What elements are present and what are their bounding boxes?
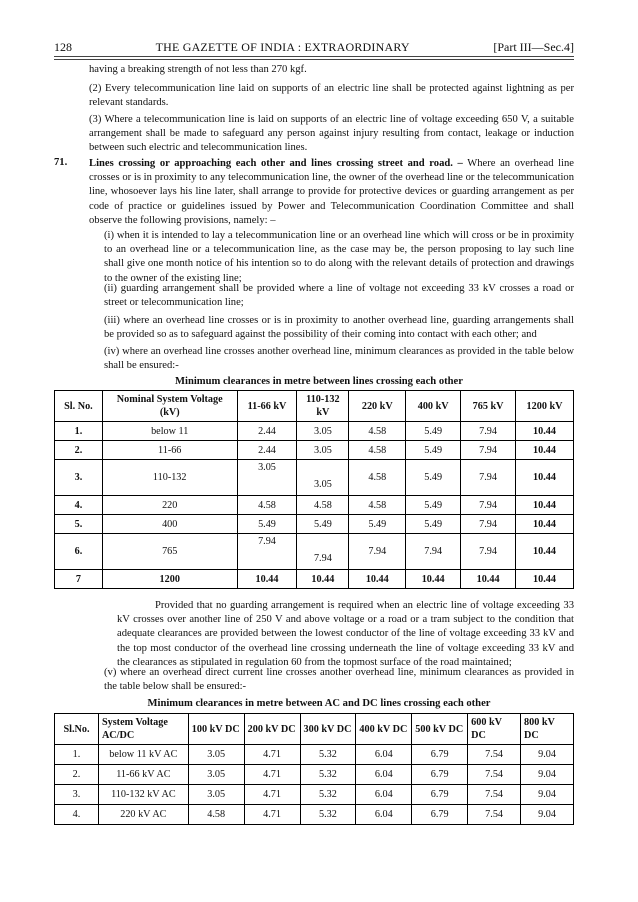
table-cell: 4.58 [237,496,297,515]
table-cell [297,460,349,496]
table-cell: 4.71 [244,765,300,785]
table-cell: 10.44 [461,570,516,589]
table-cell: 4.58 [349,422,406,441]
column-header: 200 kV DC [244,714,300,745]
table-cell: 1200 [102,570,237,589]
clause-ii: (ii) guarding arrangement shall be provided where a line of voltage not exceeding 33 kV crosses a road or street or telecommunication line; [104,283,574,309]
table-row [55,460,574,496]
table-cell: 6.79 [412,745,468,765]
table-cell: 7.54 [468,805,521,825]
table-cell: 2.44 [237,422,297,441]
table-cell: 5.49 [237,515,297,534]
table-cell: 110-132 [102,460,237,496]
table-row [55,570,574,589]
table-cell: 5.49 [406,441,461,460]
table-cell: 5.32 [300,785,356,805]
paragraph-2: (2) Every telecommunication line laid on supports of an electric line shall be protected against lightning as per relevant standards. [89,83,574,109]
table-cell: 5.49 [297,515,349,534]
clause-v: (v) where an overhead direct current line crosses another overhead line, minimum clearances as provided in the table below shall be ensured:- [104,667,574,693]
table-header-row [55,714,574,745]
column-header: 800 kV DC [521,714,574,745]
regulation-71 [89,157,574,228]
table-cell: 3.05 [188,785,244,805]
table-cell [297,534,349,570]
table-cell: 110-132 kV AC [98,785,188,805]
column-header: 300 kV DC [300,714,356,745]
table-cell: 4. [55,805,99,825]
table-cell: 5.49 [406,460,461,496]
table-cell: 2.44 [237,441,297,460]
column-header: 765 kV [461,391,516,422]
table-row [55,441,574,460]
cell-value: 7.94 [258,536,276,547]
table-cell [237,534,297,570]
table-cell: 10.44 [516,422,574,441]
table-cell: 10.44 [516,534,574,570]
table-cell: 7.94 [461,441,516,460]
table-cell: 10.44 [516,496,574,515]
table-cell: 7.94 [461,496,516,515]
table-cell: 4.71 [244,785,300,805]
table-row [55,805,574,825]
table-row [55,422,574,441]
table-row [55,515,574,534]
table-row [55,745,574,765]
table-cell: 11-66 [102,441,237,460]
table-cell: below 11 kV AC [98,745,188,765]
table-cell: 7.94 [349,534,406,570]
regulation-body: Where an overhead line crosses or is in proximity to any telecommunication line, the owner of the overhead line or the telecommunication line, whosoever lays his line later, shall arrange to provide for protective devices or guarding arrangement as per code of practice or guidelines issued by Power and Telecommunication Coordination Committee and shall observe the following provisions, namely: – [89,158,574,226]
table-cell: 220 kV AC [98,805,188,825]
paragraph-continuation: having a breaking strength of not less than 270 kgf. [89,64,307,75]
table-cell: 7.54 [468,765,521,785]
table-cell: 3. [55,785,99,805]
table-cell: 1. [55,422,103,441]
table-row [55,765,574,785]
column-header: 400 kV DC [356,714,412,745]
table-cell: 4.58 [349,496,406,515]
table-row [55,534,574,570]
table-cell: 6.79 [412,765,468,785]
table-cell [237,460,297,496]
table-cell: 9.04 [521,745,574,765]
table-cell: 4.71 [244,805,300,825]
page-header [54,40,574,55]
cell-value: 7.94 [313,553,332,564]
table-cell: 10.44 [516,441,574,460]
table-cell: 3.05 [188,745,244,765]
table-cell: 765 [102,534,237,570]
column-header: 1200 kV [516,391,574,422]
table-cell: 7.94 [461,515,516,534]
clause-iv: (iv) where an overhead line crosses another overhead line, minimum clearances as provided in the table below shall be ensured:- [104,346,574,372]
table-cell: 6.79 [412,785,468,805]
table-cell: 7.54 [468,785,521,805]
table-cell: 7.94 [406,534,461,570]
table-cell: 5.49 [349,515,406,534]
table-cell: 7.94 [461,422,516,441]
column-header: 110-132 kV [297,391,349,422]
table-row [55,496,574,515]
regulation-heading: Lines crossing or approaching each other and lines crossing street and road. – [89,158,463,169]
table-cell: 7.54 [468,745,521,765]
table-cell: 3.05 [297,441,349,460]
table-cell: 4.58 [349,441,406,460]
table-cell: 3.05 [297,422,349,441]
table-cell: 6.04 [356,745,412,765]
table-cell: 10.44 [516,515,574,534]
table-cell: 9.04 [521,765,574,785]
clearance-table [54,390,574,589]
table-cell: 2. [55,441,103,460]
ac-dc-clearance-table [54,713,574,825]
table-cell: 3. [55,460,103,496]
table-cell: 10.44 [349,570,406,589]
table-cell: 6.04 [356,805,412,825]
table-cell: 5.49 [406,515,461,534]
regulation-number: 71. [54,157,68,168]
table-cell: 4. [55,496,103,515]
table-cell: 220 [102,496,237,515]
table1-title: Minimum clearances in metre between lines crossing each other [175,376,463,387]
column-header: 400 kV [406,391,461,422]
table-cell: 7.94 [461,460,516,496]
table-cell: 6.04 [356,785,412,805]
column-header: Sl.No. [55,714,99,745]
gazette-title: THE GAZETTE OF INDIA : EXTRAORDINARY [155,40,410,54]
proviso: Provided that no guarding arrangement is required when an electric line of voltage exceeding 33 kV crosses over another line of 250 V and above voltage or a road or a tram subject to the condition that adequate clearances are provided between the lowest conductor of the line of voltage exceeding 33 kV and the top most conductor of the overhead line crossing underneath the line of voltage exceeding 33 kV and the clearances as stipulated in regulation 60 from the topmost surface of the road maintained; [117,600,574,668]
table-cell: 4.58 [297,496,349,515]
table-cell: 4.71 [244,745,300,765]
clause-iii: (iii) where an overhead line crosses or is in proximity to another overhead line, guarding arrangements shall be provided so as to safeguard against the possibility of their coming into contact with each other; and [104,315,574,341]
column-header: System Voltage AC/DC [98,714,188,745]
column-header: 100 kV DC [188,714,244,745]
column-header: 11-66 kV [237,391,297,422]
table-cell: 10.44 [406,570,461,589]
column-header: 220 kV [349,391,406,422]
column-header: Nominal System Voltage (kV) [102,391,237,422]
paragraph-3: (3) Where a telecommunication line is laid on supports of an electric line of voltage exceeding 650 V, a suitable arrangement shall be made to safeguard any person against injury resulting from contact, leakage or induction between such electric and telecommunication lines. [89,114,574,154]
table-cell: 10.44 [237,570,297,589]
header-rule [54,59,574,60]
table-cell: 4.58 [349,460,406,496]
cell-value: 3.05 [313,479,332,490]
table-cell: 6.04 [356,765,412,785]
table-cell: 5.49 [406,422,461,441]
table-cell: 10.44 [516,570,574,589]
header-rule [54,56,574,57]
table-cell: 1. [55,745,99,765]
table-cell: 6. [55,534,103,570]
table-cell: 10.44 [516,460,574,496]
table-cell: 7.94 [461,534,516,570]
column-header: 500 kV DC [412,714,468,745]
clause-i: (i) when it is intended to lay a telecommunication line or an overhead line which will cross or be in proximity to an overhead line or a telecommunication line, as the case may be, the person proposing to lay such line shall give one month notice of his intention so to do along with the relevant details of protection and drawings to the owner of the existing line; [104,230,574,284]
table-cell: 5. [55,515,103,534]
table-cell: below 11 [102,422,237,441]
table-cell: 9.04 [521,785,574,805]
part-section: [Part III—Sec.4] [493,40,574,54]
table-cell: 5.32 [300,805,356,825]
table-cell: 5.32 [300,765,356,785]
table2-title: Minimum clearances in metre between AC and DC lines crossing each other [147,698,491,709]
page-number: 128 [54,40,72,54]
table-cell: 9.04 [521,805,574,825]
cell-value: 3.05 [258,462,276,473]
column-header: 600 kV DC [468,714,521,745]
table-cell: 4.58 [188,805,244,825]
table-header-row [55,391,574,422]
table-row [55,785,574,805]
table-cell: 5.32 [300,745,356,765]
table-cell: 5.49 [406,496,461,515]
table-cell: 400 [102,515,237,534]
table-cell: 3.05 [188,765,244,785]
table-cell: 11-66 kV AC [98,765,188,785]
table-cell: 6.79 [412,805,468,825]
table-cell: 7 [55,570,103,589]
column-header: Sl. No. [55,391,103,422]
table-cell: 2. [55,765,99,785]
table-cell: 10.44 [297,570,349,589]
